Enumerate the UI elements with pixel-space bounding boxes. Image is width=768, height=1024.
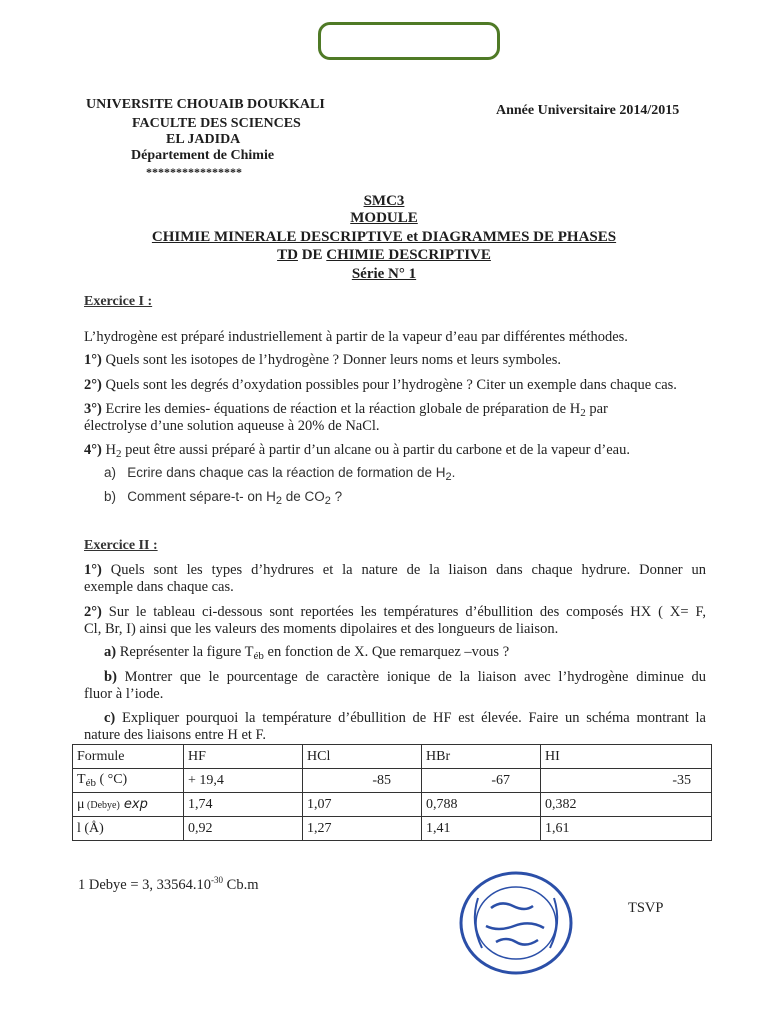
exercise-1-q4b: b) Comment sépare-t- on $H_2$ de $CO_2$ ? xyxy=(104,489,343,507)
green-rounded-box xyxy=(318,22,500,60)
table-cell: 1,61 xyxy=(541,817,712,841)
exercise-2-q2c-cont: nature des liaisons entre H et F. xyxy=(84,727,267,743)
exercise-1-q4: 4°) $H_2$ peut être aussi préparé à partir d’un alcane ou à partir du carbone et de la vapeur d’eau. xyxy=(84,442,630,460)
exercise-1-heading: Exercice I : xyxy=(84,294,153,309)
faculty-name: FACULTE DES SCIENCES xyxy=(132,116,301,131)
table-cell: HCl xyxy=(303,745,422,769)
table-row xyxy=(73,769,712,793)
table-cell: + 19,4 xyxy=(184,769,303,793)
department-name: Département de Chimie xyxy=(131,148,275,163)
title-td: TD xyxy=(277,247,298,263)
exercise-2-q1: 1°) Quels sont les types d’hydrures et la nature de la liaison dans chaque hydrure. Donner un xyxy=(84,562,706,578)
table-cell: l (Å) xyxy=(73,817,184,841)
exercise-2-q2: 2°) Sur le tableau ci-dessous sont reportées les températures d’ébullition des composés HX ( X= F, xyxy=(84,604,706,620)
academic-year: Année Universitaire 2014/2015 xyxy=(496,103,680,118)
hx-properties-table xyxy=(72,744,712,841)
exercise-2-q2b: b) Montrer que le pourcentage de caractère ionique de la liaison avec l’hydrogène diminue du xyxy=(104,669,706,685)
title-chimie-descriptive: CHIMIE DESCRIPTIVE xyxy=(326,247,491,263)
table-cell: Formule xyxy=(73,745,184,769)
exercise-1-q3: 3°) Ecrire les demies- équations de réaction et la réaction globale de préparation de $H_2$ par xyxy=(84,401,608,419)
table-cell-mu-label: μ (Debye) exp xyxy=(73,793,184,817)
university-name: UNIVERSITE CHOUAIB DOUKKALI xyxy=(86,97,325,112)
exercise-1-q4a: a) Ecrire dans chaque cas la réaction de formation de $H_2$. xyxy=(104,465,456,483)
stars-divider: **************** xyxy=(146,165,242,179)
table-cell: HF xyxy=(184,745,303,769)
table-cell: 0,92 xyxy=(184,817,303,841)
table-cell: 1,07 xyxy=(303,793,422,817)
title-module-name: CHIMIE MINERALE DESCRIPTIVE et DIAGRAMMES DE PHASES xyxy=(151,229,617,245)
title-de: DE xyxy=(297,247,327,263)
table-cell: -35 xyxy=(541,769,712,793)
tsvp-note: TSVP xyxy=(628,900,664,916)
table-cell: -67 xyxy=(422,769,541,793)
exercise-1-q2: 2°) Quels sont les degrés d’oxydation possibles pour l’hydrogène ? Citer un exemple dans chaque cas. xyxy=(84,377,677,393)
exercise-2-q2-cont: Cl, Br, I) ainsi que les valeurs des moments dipolaires et des longueurs de liaison. xyxy=(84,621,559,637)
table-cell-teb-label: $T_{éb}$ ( °C) xyxy=(73,769,184,793)
table-cell: 0,382 xyxy=(541,793,712,817)
title-td-line xyxy=(0,246,768,264)
exercise-1-q1: 1°) Quels sont les isotopes de l’hydrogène ? Donner leurs noms et leurs symboles. xyxy=(84,352,561,368)
city-name: EL JADIDA xyxy=(166,132,241,147)
debye-conversion: 1 Debye = 3, $33564.10^{-30}$ Cb.m xyxy=(78,875,259,893)
exercise-1-q3-cont: électrolyse d’une solution aqueuse à 20% de NaCl. xyxy=(84,418,380,434)
table-cell: 1,74 xyxy=(184,793,303,817)
exercise-2-q2c: c) Expliquer pourquoi la température d’ébullition de HF est élevée. Faire un schéma montrant la xyxy=(104,710,706,726)
table-cell: 1,27 xyxy=(303,817,422,841)
table-cell: HBr xyxy=(422,745,541,769)
table-row xyxy=(73,793,712,817)
exercise-2-q2a: a) Représenter la figure $T_{éb}$ en fonction de X. Que remarquez –vous ? xyxy=(104,644,510,662)
table-cell: -85 xyxy=(303,769,422,793)
table-cell: HI xyxy=(541,745,712,769)
exercise-2-heading: Exercice II : xyxy=(84,538,158,553)
table-row xyxy=(73,817,712,841)
table-cell: 0,788 xyxy=(422,793,541,817)
table-cell: 1,41 xyxy=(422,817,541,841)
faculty-stamp-icon xyxy=(456,868,576,978)
table-row xyxy=(73,745,712,769)
serie-number: Série N° 1 xyxy=(351,266,417,282)
exercise-1-intro: L’hydrogène est préparé industriellement à partir de la vapeur d’eau par différentes méthodes. xyxy=(84,329,628,345)
exercise-2-q2b-cont: fluor à l’iode. xyxy=(84,686,164,702)
exercise-2-q1-cont: exemple dans chaque cas. xyxy=(84,579,234,595)
title-smc3: SMC3 xyxy=(363,193,405,209)
title-module: MODULE xyxy=(350,210,418,226)
